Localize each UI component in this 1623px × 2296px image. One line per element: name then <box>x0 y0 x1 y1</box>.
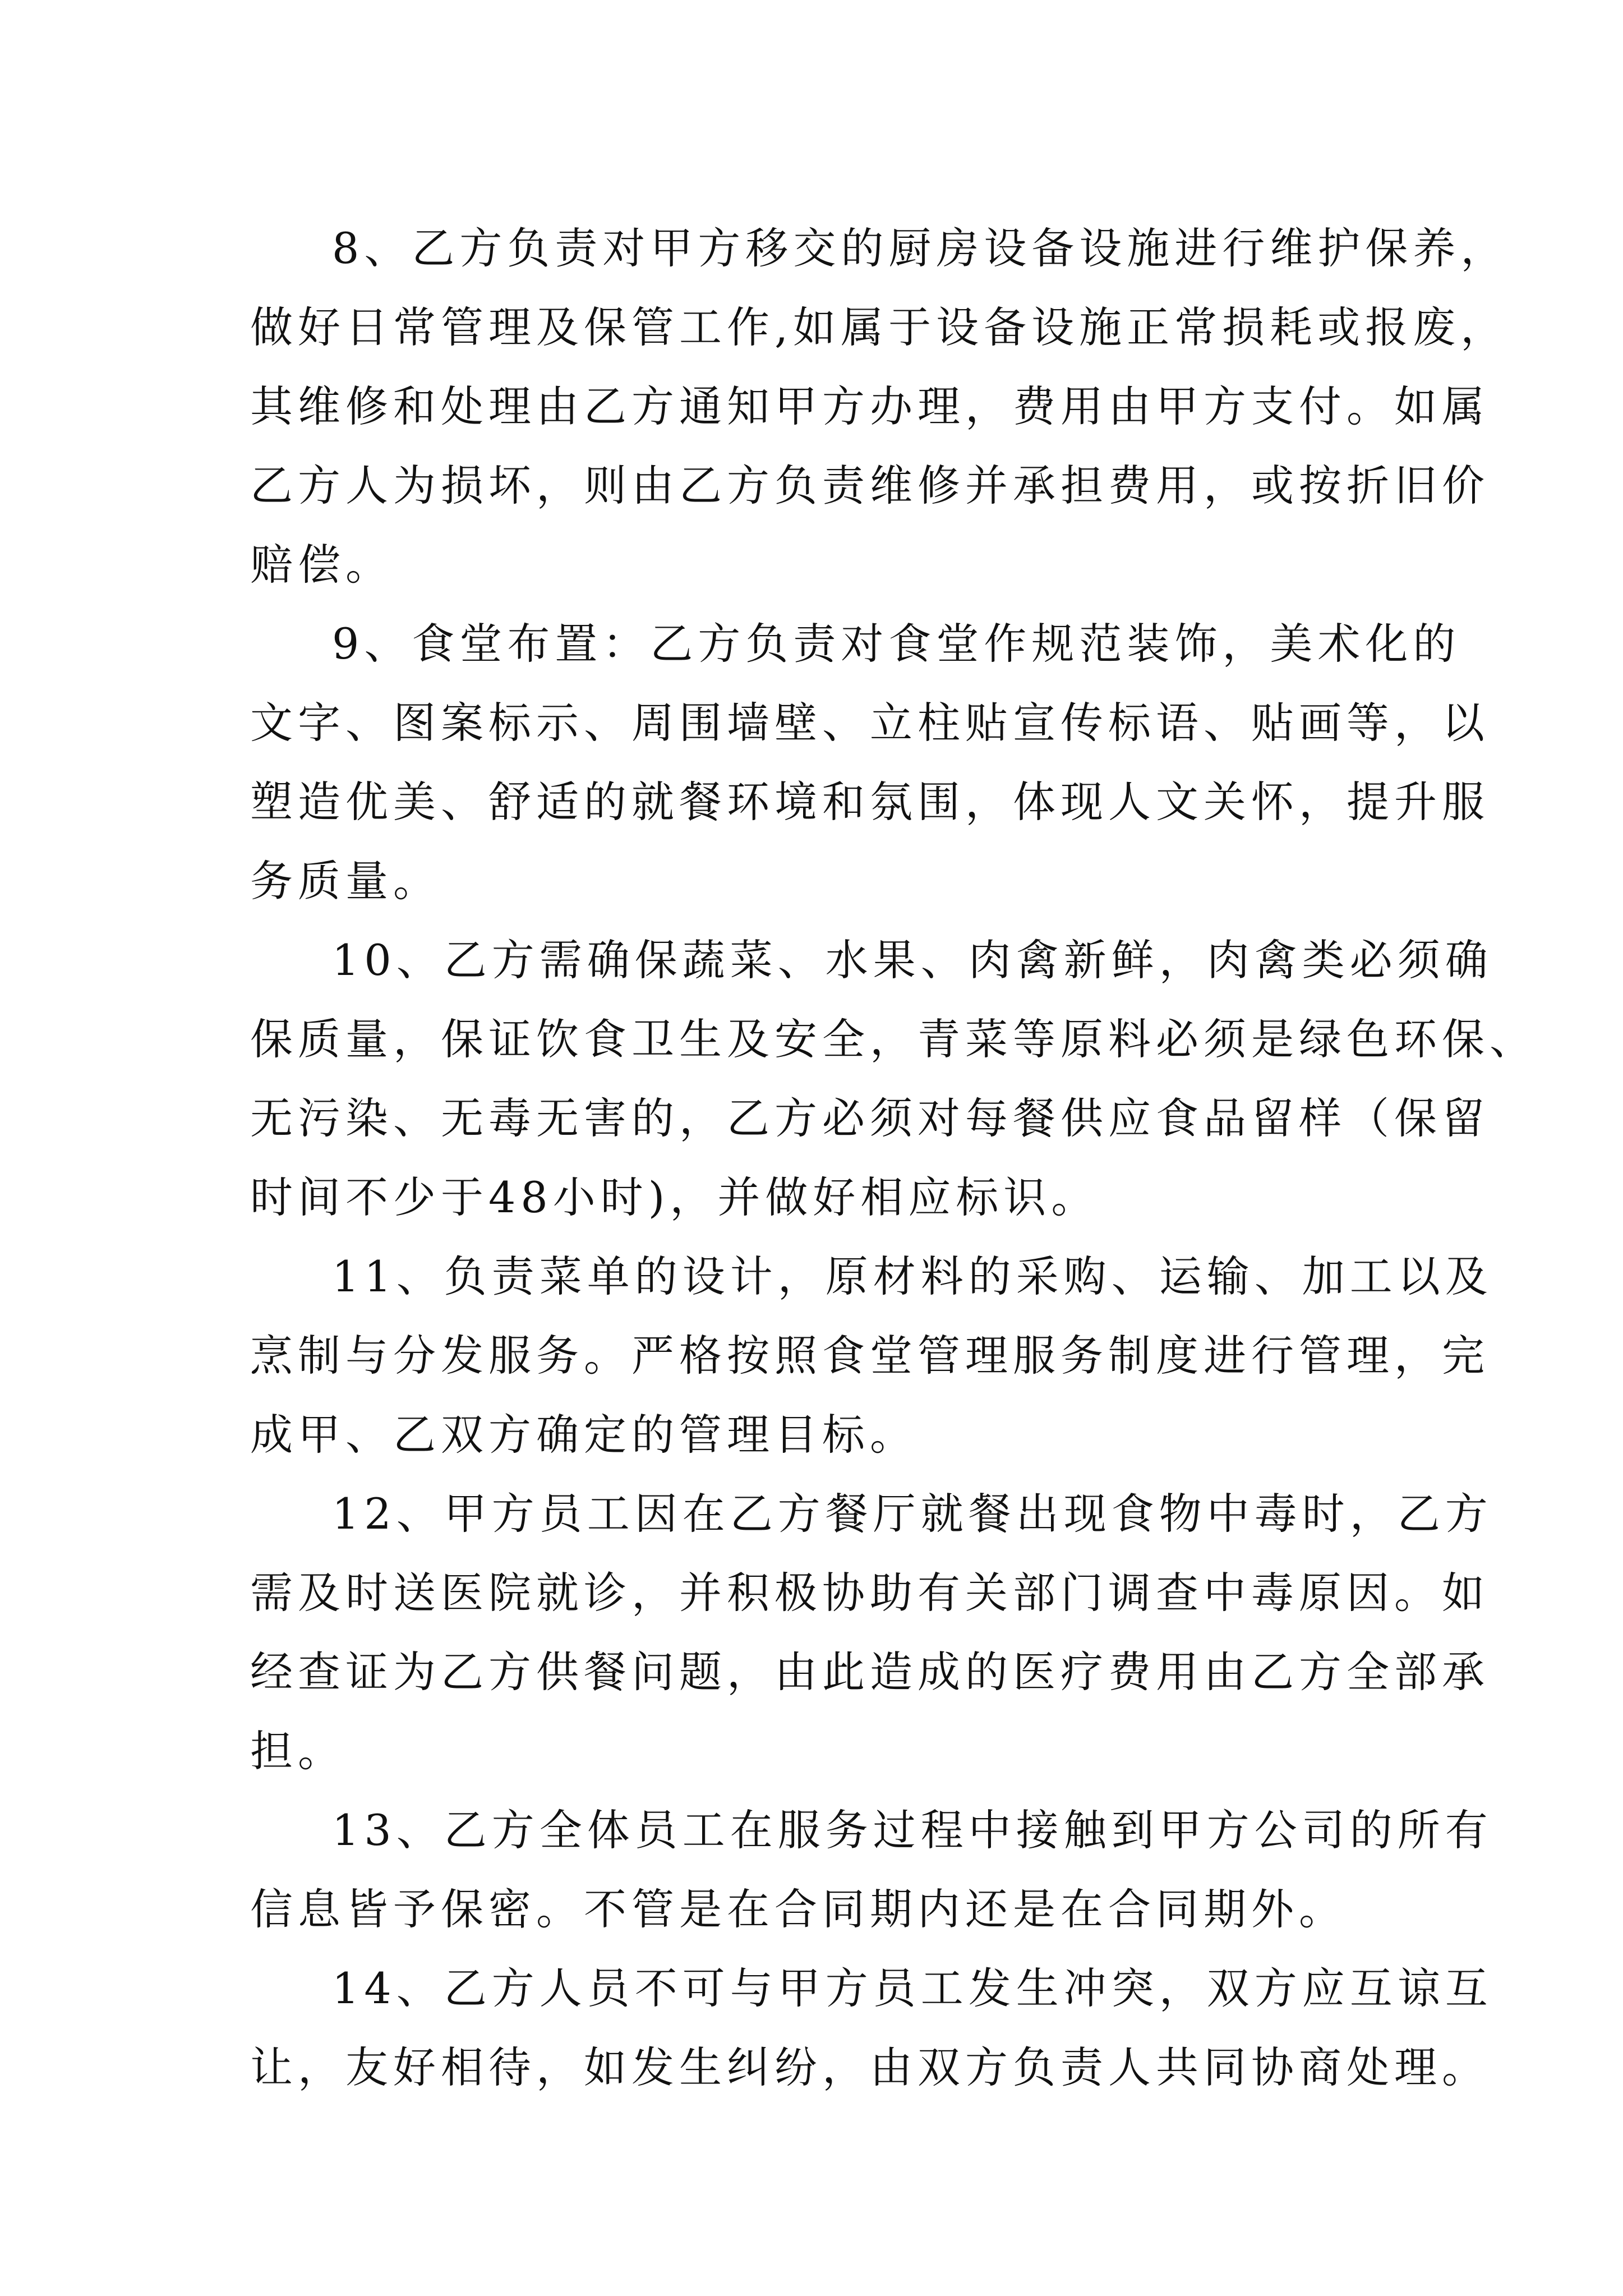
text-line: 做好日常管理及保管工作,如属于设备设施正常损耗或报废， <box>250 302 1509 352</box>
text-line: 务质量。 <box>250 856 441 906</box>
text-line: 担。 <box>250 1726 345 1776</box>
text-line: 8、乙方负责对甲方移交的厨房设备设施进行维护保养， <box>332 223 1509 273</box>
text-line: 赔偿。 <box>250 540 393 590</box>
clause-9-paragraph <box>250 604 1490 921</box>
text-line: 塑造优美、舒适的就餐环境和氛围，体现人文关怀，提升服 <box>250 777 1490 827</box>
clause-14-paragraph <box>250 1949 1493 2107</box>
text-line: 其维修和处理由乙方通知甲方办理，费用由甲方支付。如属 <box>250 381 1490 431</box>
text-line: 保质量，保证饮食卫生及安全，青菜等原料必须是绿色环保、 <box>250 1014 1537 1064</box>
text-line: 需及时送医院就诊，并积极协助有关部门调查中毒原因。如 <box>250 1568 1490 1618</box>
text-line: 12、甲方员工因在乙方餐厅就餐出现食物中毒时，乙方 <box>332 1489 1493 1539</box>
text-line: 经查证为乙方供餐问题，由此造成的医疗费用由乙方全部承 <box>250 1647 1490 1697</box>
text-line: 时间不少于48小时)，并做好相应标识。 <box>250 1172 1099 1222</box>
text-line: 13、乙方全体员工在服务过程中接触到甲方公司的所有 <box>332 1805 1493 1855</box>
clause-11-paragraph <box>250 1237 1493 1474</box>
clause-12-paragraph <box>250 1474 1493 1791</box>
clause-8-paragraph <box>250 209 1509 604</box>
text-line: 文字、图案标示、周围墙壁、立柱贴宣传标语、贴画等，以 <box>250 698 1490 748</box>
text-line: 烹制与分发服务。严格按照食堂管理服务制度进行管理，完 <box>250 1331 1490 1381</box>
text-line: 乙方人为损坏，则由乙方负责维修并承担费用，或按折旧价 <box>250 461 1490 510</box>
text-line: 无污染、无毒无害的，乙方必须对每餐供应食品留样（保留 <box>250 1093 1490 1143</box>
document-body <box>250 209 1537 2107</box>
text-line: 10、乙方需确保蔬菜、水果、肉禽新鲜，肉禽类必须确 <box>332 935 1493 985</box>
clause-13-paragraph <box>250 1791 1493 1949</box>
text-line: 14、乙方人员不可与甲方员工发生冲突，双方应互谅互 <box>332 1963 1493 2013</box>
text-line: 成甲、乙双方确定的管理目标。 <box>250 1410 917 1460</box>
text-line: 11、负责菜单的设计，原材料的采购、运输、加工以及 <box>332 1251 1493 1301</box>
text-line: 让，友好相待，如发生纠纷，由双方负责人共同协商处理。 <box>250 2042 1490 2092</box>
text-line: 信息皆予保密。不管是在合同期内还是在合同期外。 <box>250 1884 1347 1934</box>
clause-10-paragraph <box>250 921 1537 1237</box>
text-line: 9、食堂布置：乙方负责对食堂作规范装饰，美术化的 <box>332 619 1461 669</box>
